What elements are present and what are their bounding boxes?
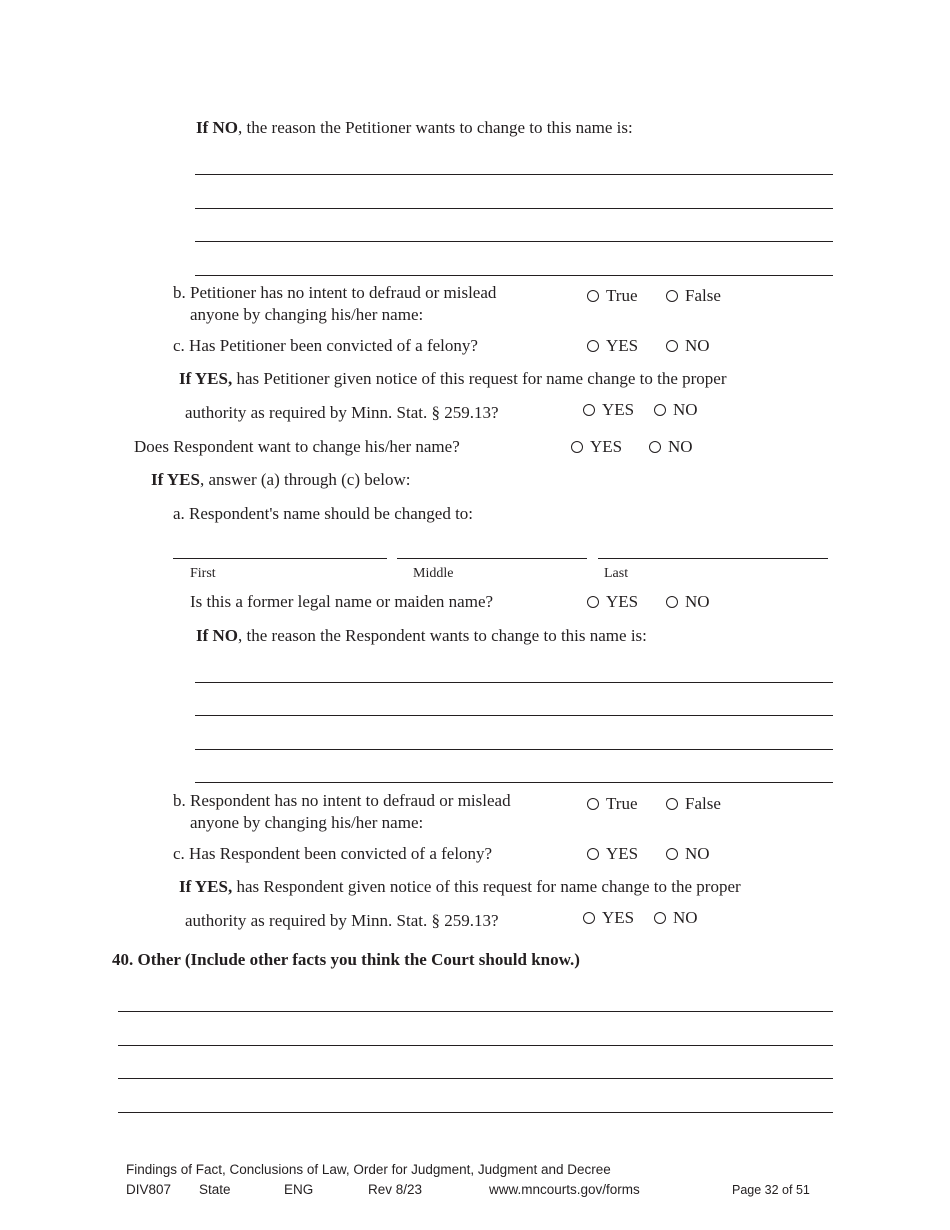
radio-button-icon[interactable] [666, 848, 678, 860]
radio-button-icon[interactable] [666, 290, 678, 302]
respondent-former-no-option[interactable]: NO [666, 592, 710, 612]
radio-button-icon[interactable] [654, 912, 666, 924]
footer-form-title: Findings of Fact, Conclusions of Law, Order for Judgment, Judgment and Decree [126, 1162, 611, 1177]
respondent-intent-true-option[interactable]: True [587, 794, 638, 814]
petitioner-if-no-reason-label: If NO, the reason the Petitioner wants to change to this name is: [196, 118, 633, 137]
respondent-felony-question: c. Has Respondent been convicted of a felony? [173, 844, 493, 863]
respondent-former-name-question: Is this a former legal name or maiden name? [190, 592, 494, 611]
petitioner-felony-question: c. Has Petitioner been convicted of a felony? [173, 336, 478, 355]
respondent-notice-question-cont: authority as required by Minn. Stat. § 259.13? [185, 911, 499, 930]
other-facts-line-4[interactable] [118, 1112, 833, 1113]
radio-button-icon[interactable] [583, 404, 595, 416]
other-facts-line-3[interactable] [118, 1078, 833, 1079]
petitioner-intent-question-cont: anyone by changing his/her name: [190, 305, 424, 324]
petitioner-reason-line-3[interactable] [195, 241, 833, 242]
petitioner-felony-no-option[interactable]: NO [666, 336, 710, 356]
petitioner-notice-question: If YES, has Petitioner given notice of this request for name change to the proper [179, 369, 727, 388]
petitioner-reason-line-1[interactable] [195, 174, 833, 175]
radio-button-icon[interactable] [654, 404, 666, 416]
other-section-heading: 40. Other (Include other facts you think the Court should know.) [112, 950, 580, 969]
petitioner-reason-line-2[interactable] [195, 208, 833, 209]
respondent-change-yes-option[interactable]: YES [571, 437, 622, 457]
respondent-reason-line-1[interactable] [195, 682, 833, 683]
footer-jurisdiction: State [199, 1182, 231, 1197]
respondent-notice-yes-option[interactable]: YES [583, 908, 634, 928]
footer-page-number: Page 32 of 51 [732, 1183, 810, 1197]
respondent-first-name-field[interactable] [173, 558, 387, 559]
respondent-reason-line-4[interactable] [195, 782, 833, 783]
footer-form-code: DIV807 [126, 1182, 172, 1197]
radio-button-icon[interactable] [666, 340, 678, 352]
radio-button-icon[interactable] [587, 596, 599, 608]
petitioner-intent-true-option[interactable]: True [587, 286, 638, 306]
radio-button-icon[interactable] [571, 441, 583, 453]
respondent-new-name-label: a. Respondent's name should be changed to: [173, 504, 474, 523]
respondent-notice-no-option[interactable]: NO [654, 908, 698, 928]
first-name-caption: First [190, 566, 216, 581]
other-facts-line-2[interactable] [118, 1045, 833, 1046]
respondent-intent-question: b. Respondent has no intent to defraud or mislead [173, 791, 511, 810]
respondent-if-no-reason-label: If NO, the reason the Respondent wants to change to this name is: [196, 626, 647, 645]
petitioner-notice-no-option[interactable]: NO [654, 400, 698, 420]
respondent-reason-line-2[interactable] [195, 715, 833, 716]
respondent-notice-question: If YES, has Respondent given notice of this request for name change to the proper [179, 877, 741, 896]
petitioner-notice-yes-option[interactable]: YES [583, 400, 634, 420]
respondent-former-yes-option[interactable]: YES [587, 592, 638, 612]
radio-button-icon[interactable] [587, 290, 599, 302]
petitioner-notice-question-cont: authority as required by Minn. Stat. § 259.13? [185, 403, 499, 422]
footer-revision: Rev 8/23 [368, 1182, 423, 1197]
middle-name-caption: Middle [413, 566, 454, 581]
respondent-reason-line-3[interactable] [195, 749, 833, 750]
respondent-intent-false-option[interactable]: False [666, 794, 721, 814]
radio-button-icon[interactable] [587, 848, 599, 860]
footer-url[interactable]: www.mncourts.gov/forms [489, 1182, 640, 1197]
radio-button-icon[interactable] [666, 798, 678, 810]
petitioner-felony-yes-option[interactable]: YES [587, 336, 638, 356]
radio-button-icon[interactable] [587, 798, 599, 810]
respondent-change-name-question: Does Respondent want to change his/her name? [134, 437, 460, 456]
petitioner-intent-question: b. Petitioner has no intent to defraud or mislead [173, 283, 497, 302]
radio-button-icon[interactable] [649, 441, 661, 453]
respondent-felony-no-option[interactable]: NO [666, 844, 710, 864]
radio-button-icon[interactable] [666, 596, 678, 608]
respondent-intent-question-cont: anyone by changing his/her name: [190, 813, 424, 832]
respondent-change-no-option[interactable]: NO [649, 437, 693, 457]
last-name-caption: Last [604, 566, 629, 581]
respondent-felony-yes-option[interactable]: YES [587, 844, 638, 864]
petitioner-reason-line-4[interactable] [195, 275, 833, 276]
radio-button-icon[interactable] [587, 340, 599, 352]
footer-language: ENG [284, 1182, 314, 1197]
other-facts-line-1[interactable] [118, 1011, 833, 1012]
respondent-middle-name-field[interactable] [397, 558, 587, 559]
respondent-last-name-field[interactable] [598, 558, 828, 559]
respondent-if-yes-instruction: If YES, answer (a) through (c) below: [151, 470, 411, 489]
petitioner-intent-false-option[interactable]: False [666, 286, 721, 306]
radio-button-icon[interactable] [583, 912, 595, 924]
